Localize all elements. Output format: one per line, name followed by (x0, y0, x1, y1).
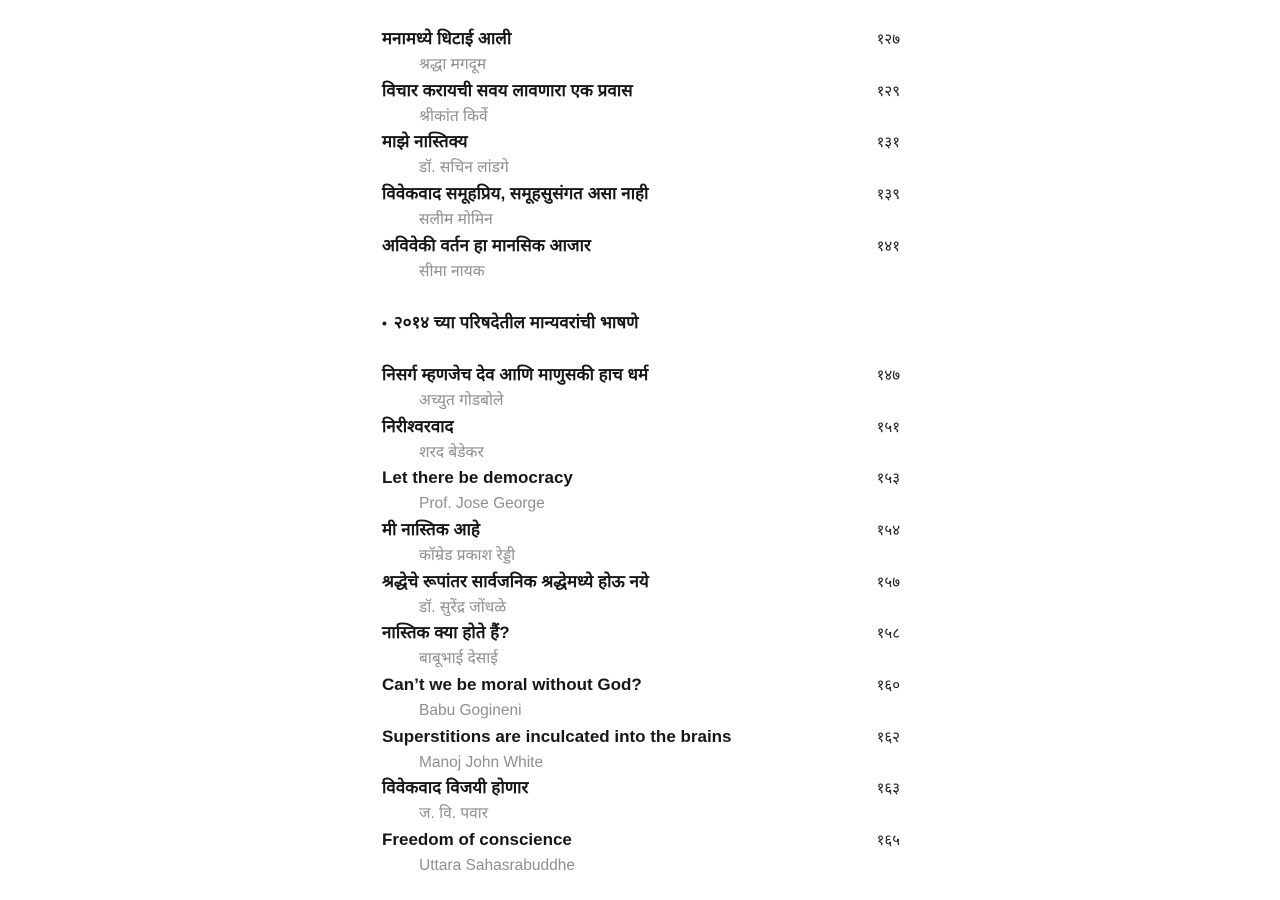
toc-entry (382, 129, 900, 181)
entry-page-number: १५३ (876, 470, 900, 488)
entry-page-number: १६५ (876, 832, 900, 850)
entry-author: डॉ. सुरेंद्र जोंधळे (419, 598, 507, 616)
entry-page-number: १४१ (876, 237, 900, 255)
entry-title: Let there be democracy (382, 468, 573, 488)
toc-entry (382, 181, 900, 233)
toc-entry (382, 827, 900, 879)
entry-page-number: १५८ (876, 625, 900, 643)
entry-author: श्रीकांत किर्वे (419, 107, 488, 125)
entry-title: माझे नास्तिक्य (382, 132, 468, 152)
entry-author: सीमा नायक (419, 262, 485, 280)
entry-title: निरीश्वरवाद (382, 416, 454, 436)
entry-title: विवेकवाद समूहप्रिय, समूहसुसंगत असा नाही (382, 184, 649, 204)
section-header-text: २०१४ च्या परिषदेतील मान्यवरांची भाषणे (393, 313, 639, 333)
entry-title: विवेकवाद विजयी होणार (382, 778, 529, 798)
toc-entry (382, 569, 900, 621)
entry-title: विचार करायची सवय लावणारा एक प्रवास (382, 80, 633, 100)
entry-page-number: १३१ (876, 134, 900, 152)
entry-page-number: १५७ (876, 573, 900, 591)
entry-page-number: १४७ (876, 366, 900, 384)
toc-entry (382, 672, 900, 724)
entry-title: मी नास्तिक आहे (382, 520, 481, 540)
bullet-icon: • (382, 315, 387, 332)
entry-page-number: १२७ (876, 31, 900, 48)
entry-title: नास्तिक क्या होते हैं? (382, 623, 510, 643)
entry-page-number: १३९ (876, 186, 900, 204)
toc-entry (382, 517, 900, 569)
toc-entry (382, 724, 900, 776)
entry-author: Manoj John White (419, 753, 544, 771)
entry-title: Freedom of conscience (382, 830, 572, 850)
toc-entry (382, 775, 900, 827)
entry-title: Can’t we be moral without God? (382, 675, 642, 695)
entry-author: Uttara Sahasrabuddhe (419, 857, 575, 874)
entry-title: निसर्ग म्हणजेच देव आणि माणुसकी हाच धर्म (382, 364, 649, 384)
entry-title: अविवेकी वर्तन हा मानसिक आजार (382, 235, 591, 255)
entry-author: Babu Gogineni (419, 701, 522, 719)
entry-author: शरद बेडेकर (419, 443, 484, 461)
toc-entry (382, 362, 900, 414)
entry-author: श्रद्धा मगदूम (419, 55, 487, 73)
entry-author: कॉम्रेड प्रकाश रेड्डी (419, 546, 516, 564)
toc-entry (382, 414, 900, 466)
entry-title: श्रद्धेचे रूपांतर सार्वजनिक श्रद्धेमध्ये होऊ नये (382, 571, 649, 591)
entry-author: बाबूभाई देसाई (419, 650, 498, 668)
entry-author: डॉ. सचिन लांडगे (419, 159, 509, 177)
table-of-contents (382, 26, 900, 879)
entry-author: अच्युत गोडबोले (419, 391, 504, 409)
entry-author: ज. वि. पवार (419, 805, 489, 823)
entry-author: सलीम मोमिन (419, 210, 493, 228)
entry-page-number: १५१ (876, 418, 900, 436)
toc-entry (382, 465, 900, 517)
entry-page-number: १६२ (876, 728, 900, 746)
entry-page-number: १२९ (876, 82, 900, 100)
entry-author: Prof. Jose George (419, 495, 545, 513)
entry-title: Superstitions are inculcated into the brains (382, 726, 732, 746)
toc-entry (382, 233, 900, 285)
entry-page-number: १६० (876, 677, 900, 695)
toc-entry (382, 26, 900, 78)
entry-title: मनामध्ये धिटाई आली (382, 29, 512, 48)
entry-page-number: १६३ (876, 780, 900, 798)
toc-entry (382, 620, 900, 672)
toc-section-header (382, 310, 900, 336)
entry-page-number: १५४ (876, 522, 900, 540)
toc-entry (382, 78, 900, 130)
